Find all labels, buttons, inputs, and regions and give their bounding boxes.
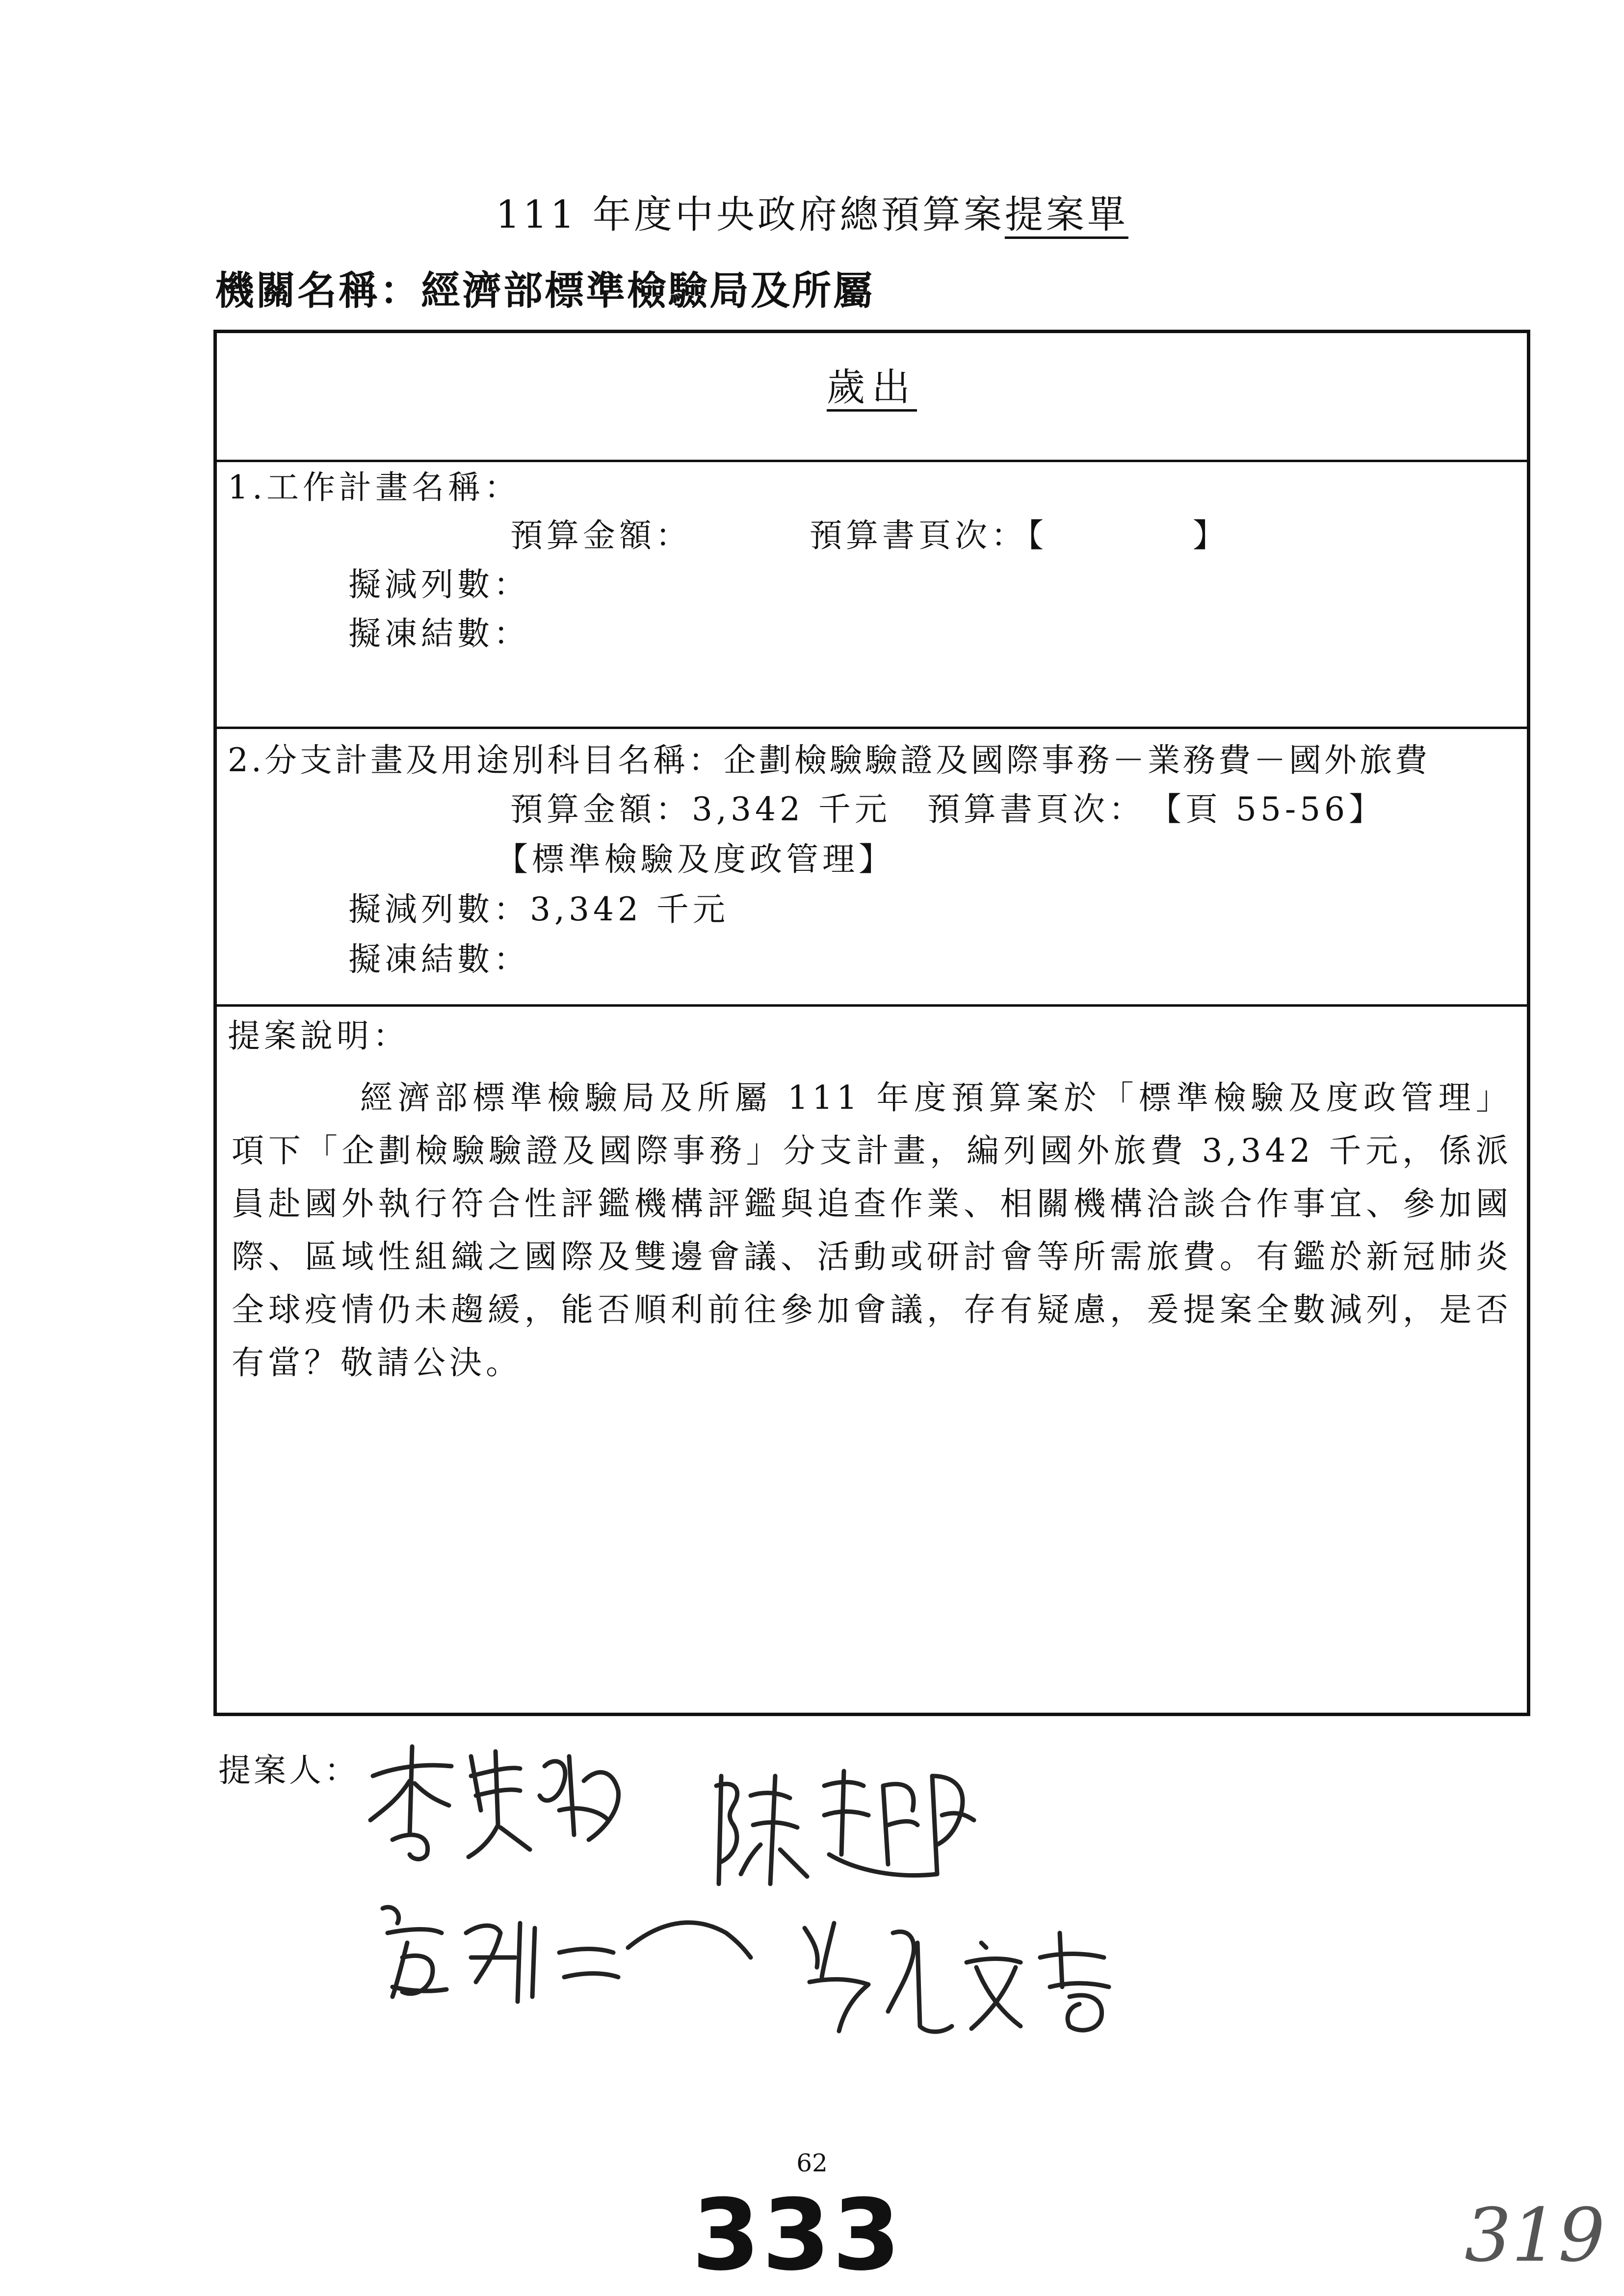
signature-2 [707, 1756, 981, 1894]
page-number: 62 [796, 2149, 828, 2177]
agency-name: 機關名稱：經濟部標準檢驗局及所屬 [215, 267, 874, 313]
item2-plan-name: 2.分支計畫及用途別科目名稱：企劃檢驗驗證及國際事務－業務費－國外旅費 [228, 741, 1430, 779]
signature-3 [373, 1894, 756, 2007]
document-title [0, 184, 1624, 239]
title-underlined: 提案單 [1004, 193, 1128, 237]
divider [217, 460, 1527, 462]
section-heading: 歲出 [826, 365, 917, 410]
item2-proposed-freeze: 擬凍結數： [348, 940, 530, 978]
item1-plan-name: 1.工作計畫名稱： [228, 469, 521, 506]
item1-proposed-freeze: 擬凍結數： [348, 615, 530, 652]
signature-1 [363, 1737, 628, 1864]
item2-proposed-cut: 擬減列數：3,342 千元 [348, 890, 729, 928]
explanation-text: 經濟部標準檢驗局及所屬 111 年度預算案於「標準檢驗及度政管理」項下「企劃檢驗驗證及國際事務」分支計畫，編列國外旅費 3,342 千元，係派員赴國外執行符合性評鑑機構評鑑與追查作業、相關機構洽談合作事宜、參加國際、區域性組織之國際及雙邊會議、活動或研討會等所需旅費。有鑑於新冠肺炎全球疫情仍未趨緩，能否順利前往參加會議，存有疑慮，爰提案全數減列，是否有當？敬請公決。 [232, 1079, 1512, 1382]
explanation-label: 提案說明： [228, 1017, 409, 1055]
item1-proposed-cut: 擬減列數： [348, 566, 530, 603]
divider [217, 727, 1527, 729]
divider [217, 1004, 1527, 1007]
stamp-number: 333 [692, 2178, 903, 2293]
proposers-label: 提案人： [218, 1751, 360, 1789]
proposal-box [213, 330, 1530, 1716]
title-main: 111 年度中央政府總預算案 [496, 193, 1005, 237]
item1-budget-page: 預算書頁次：【 】 [810, 517, 1229, 554]
signature-4 [795, 1913, 1128, 2041]
item2-program: 【標準檢驗及度政管理】 [496, 840, 895, 878]
item2-budget-line: 預算金額：3,342 千元 預算書頁次： 【頁 55-56】 [510, 790, 1386, 828]
handwritten-number: 319 [1465, 2193, 1605, 2278]
item1-budget-amount: 預算金額： [510, 517, 692, 554]
